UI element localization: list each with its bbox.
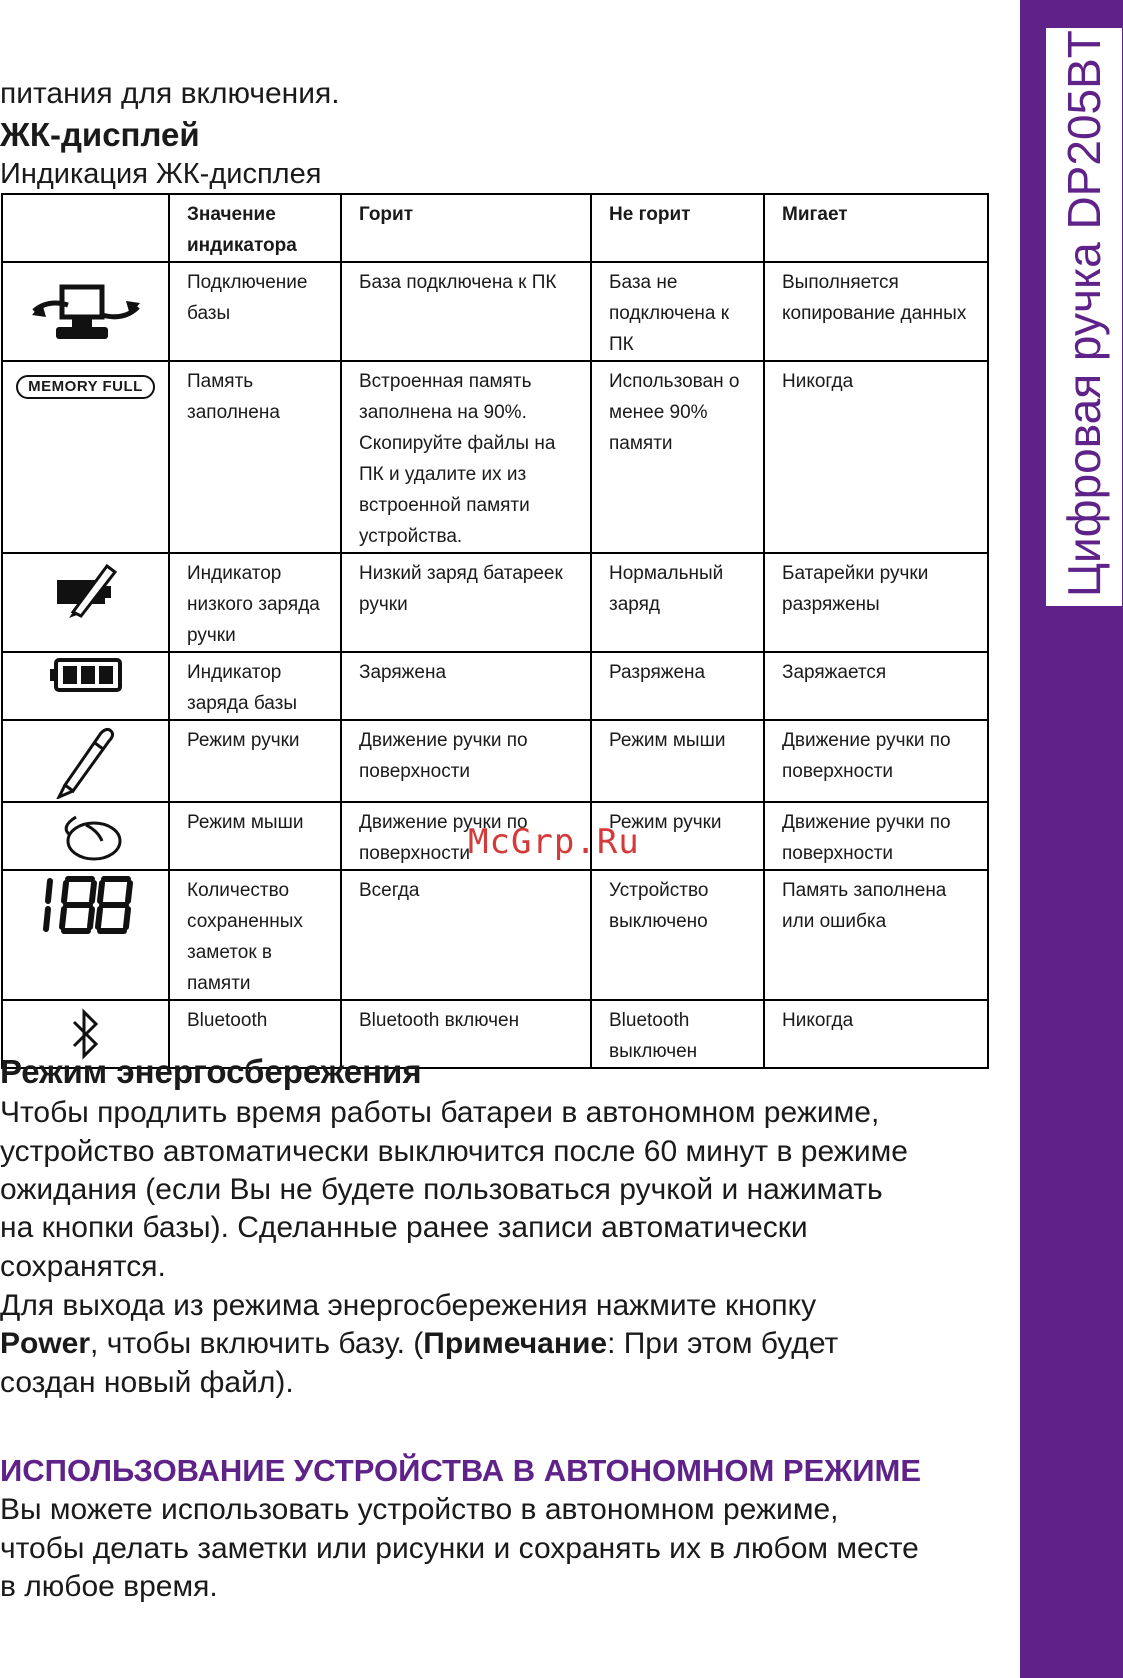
meaning-cell: Режим мыши: [169, 802, 341, 870]
note-word: Примечание: [423, 1327, 608, 1360]
off-cell: Режим мыши: [591, 720, 764, 802]
table-header-row: [2, 194, 988, 262]
on-cell: Движение ручки по поверхности: [341, 802, 591, 870]
blink-cell: Никогда: [764, 361, 988, 553]
memory-full-label: MEMORY FULL: [16, 375, 155, 399]
blink-cell: Никогда: [764, 1000, 988, 1068]
on-cell: Встроенная память заполнена на 90%. Скопируйте файлы на ПК и удалите их из встроенной памяти устройства.: [341, 361, 591, 553]
meaning-cell: Подключение базы: [169, 262, 341, 361]
on-cell: База подключена к ПК: [341, 262, 591, 361]
on-cell: Движение ручки по поверхности: [341, 720, 591, 802]
table-row: [2, 361, 988, 553]
memory-full-icon: [2, 361, 169, 553]
blink-cell: Заряжается: [764, 652, 988, 720]
on-cell: Всегда: [341, 870, 591, 1000]
off-cell: Устройство выключено: [591, 870, 764, 1000]
table-row: [2, 553, 988, 652]
blink-cell: Движение ручки по поверхности: [764, 720, 988, 802]
power-exit-end: : При этом будет: [607, 1327, 839, 1360]
mouse-mode-icon: [2, 802, 169, 870]
table-row: [2, 262, 988, 361]
pen-mode-icon: [2, 720, 169, 802]
off-cell: Нормальный заряд: [591, 553, 764, 652]
table-row: [2, 720, 988, 802]
meaning-cell: Индикатор заряда базы: [169, 652, 341, 720]
power-exit-mid: , чтобы включить базу. (: [90, 1327, 424, 1360]
off-cell: Bluetooth выключен: [591, 1000, 764, 1068]
off-cell: Использован о менее 90% памяти: [591, 361, 764, 553]
meaning-cell: Память заполнена: [169, 361, 341, 553]
on-cell: Bluetooth включен: [341, 1000, 591, 1068]
power-saving-line: ожидания (если Вы не будете пользоваться ручкой и нажимать: [0, 1173, 883, 1206]
power-word: Power: [0, 1327, 91, 1360]
header-off: Не горит: [591, 194, 764, 262]
off-cell: Разряжена: [591, 652, 764, 720]
table-row: [2, 652, 988, 720]
watermark: McGrp.Ru: [468, 822, 640, 862]
base-battery-icon: [2, 652, 169, 720]
meaning-cell: Количество сохраненных заметок в памяти: [169, 870, 341, 1000]
meaning-cell: Bluetooth: [169, 1000, 341, 1068]
power-exit-line-2: [0, 1324, 838, 1363]
meaning-cell: Индикатор низкого заряда ручки: [169, 553, 341, 652]
power-saving-line: устройство автоматически выключится после 60 минут в режиме: [0, 1135, 908, 1168]
lcd-subheading: Индикация ЖК-дисплея: [0, 158, 322, 190]
intro-line: питания для включения.: [0, 77, 340, 110]
blink-cell: Батарейки ручки разряжены: [764, 553, 988, 652]
lcd-heading: ЖК-дисплей: [0, 116, 200, 153]
standalone-line: Вы можете использовать устройство в автономном режиме,: [0, 1493, 839, 1526]
standalone-line: в любое время.: [0, 1570, 218, 1603]
header-meaning: Значение индикатора: [169, 194, 341, 262]
pc-connection-icon: [2, 262, 169, 361]
pen-low-battery-icon: [2, 553, 169, 652]
blink-cell: Выполняется копирование данных: [764, 262, 988, 361]
power-saving-line: сохранятся.: [0, 1250, 166, 1283]
lcd-indicator-table: [1, 193, 989, 1069]
meaning-cell: Режим ручки: [169, 720, 341, 802]
header-on: Горит: [341, 194, 591, 262]
seven-segment-188-icon: [2, 870, 169, 1000]
blink-cell: Память заполнена или ошибка: [764, 870, 988, 1000]
power-saving-line: на кнопки базы). Сделанные ранее записи автоматически: [0, 1211, 808, 1244]
standalone-line: чтобы делать заметки или рисунки и сохранять их в любом месте: [0, 1532, 919, 1565]
off-cell: База не подключена к ПК: [591, 262, 764, 361]
power-exit-line-3: создан новый файл).: [0, 1366, 294, 1399]
sidebar-title: Цифровая ручка DP205BT: [1058, 30, 1110, 597]
on-cell: Низкий заряд батареек ручки: [341, 553, 591, 652]
power-saving-heading: Режим энергосбережения: [0, 1053, 422, 1090]
blink-cell: Движение ручки по поверхности: [764, 802, 988, 870]
power-exit-line: Для выхода из режима энергосбережения нажмите кнопку: [0, 1289, 817, 1322]
on-cell: Заряжена: [341, 652, 591, 720]
standalone-heading: ИСПОЛЬЗОВАНИЕ УСТРОЙСТВА В АВТОНОМНОМ РЕЖИМЕ: [0, 1453, 922, 1488]
power-saving-line: Чтобы продлить время работы батареи в автономном режиме,: [0, 1096, 880, 1129]
header-icon-cell: [2, 194, 169, 262]
off-cell: Режим ручки: [591, 802, 764, 870]
table-row: [2, 870, 988, 1000]
header-blink: Мигает: [764, 194, 988, 262]
